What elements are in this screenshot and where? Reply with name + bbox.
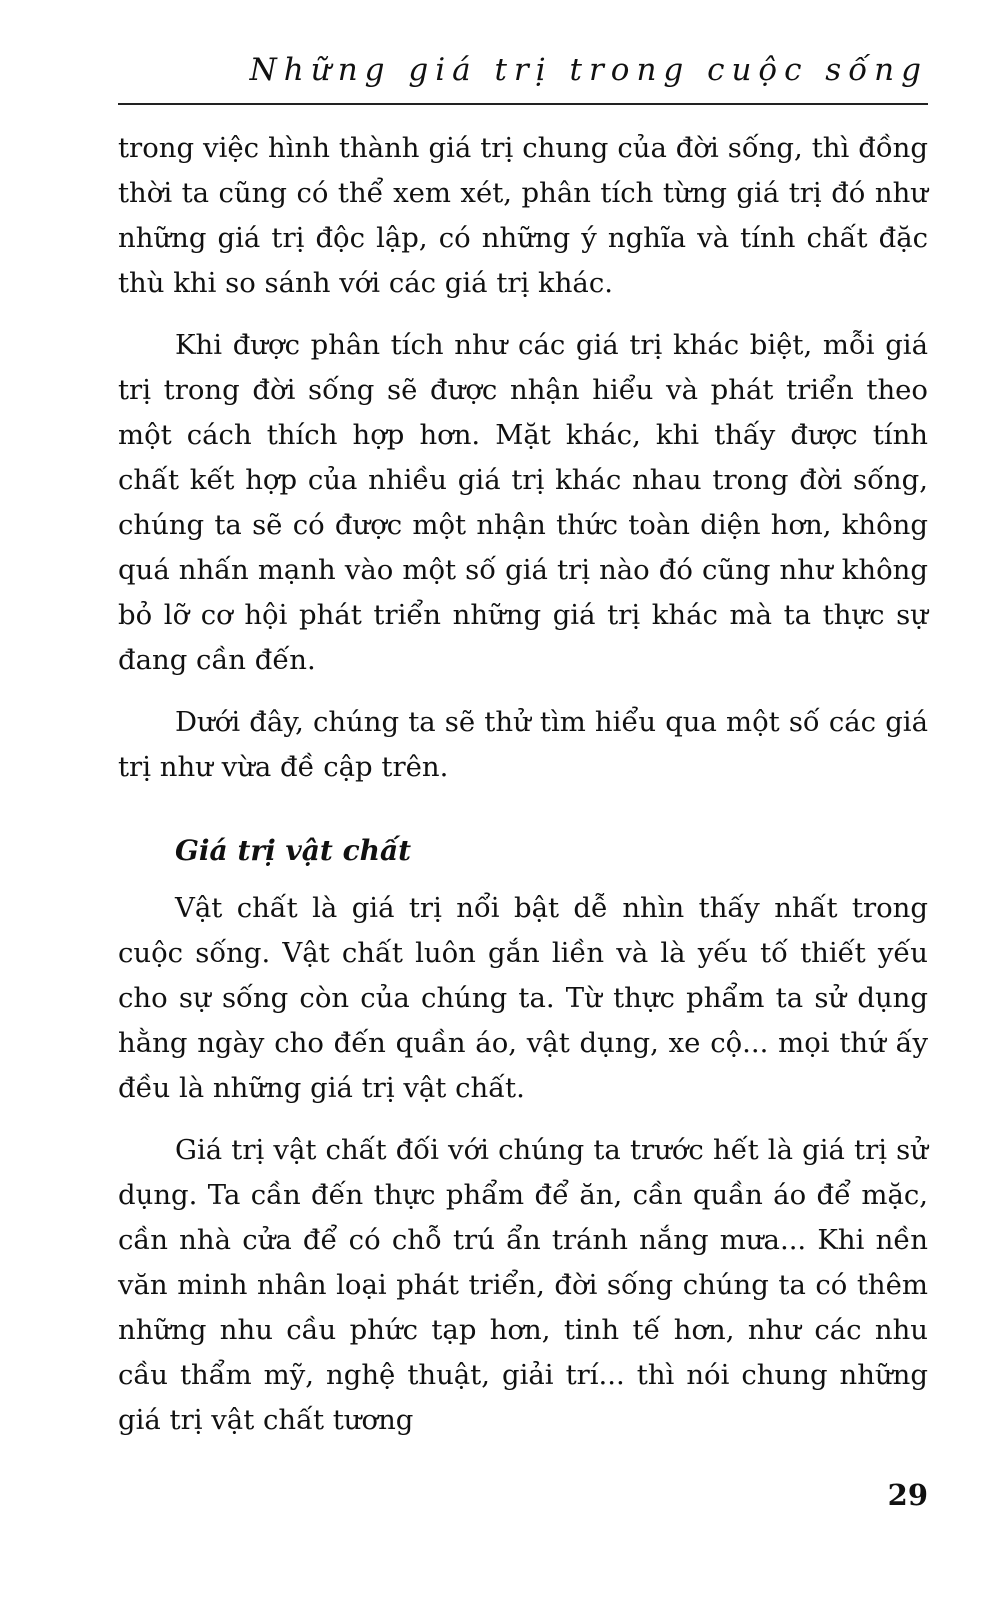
header-divider bbox=[118, 103, 928, 105]
paragraph-continuation: trong việc hình thành giá trị chung của đời sống, thì đồng thời ta cũng có thể xem xét, phân tích từng giá trị đó như những giá trị độc lập, có những ý nghĩa và tính chất đặc thù khi so sánh với các giá trị khác. bbox=[118, 132, 928, 299]
paragraph-material-definition: Vật chất là giá trị nổi bật dễ nhìn thấy nhất trong cuộc sống. Vật chất luôn gắn liền và là yếu tố thiết yếu cho sự sống còn của chúng ta. Từ thực phẩm ta sử dụng hằng ngày cho đến quần áo, vật dụng, xe cộ... mọi thứ ấy đều là những giá trị vật chất. bbox=[118, 892, 928, 1104]
running-header-title: Những giá trị trong cuộc sống bbox=[249, 52, 928, 88]
paragraph-material-use: Giá trị vật chất đối với chúng ta trước hết là giá trị sử dụng. Ta cần đến thực phẩm để ăn, cần quần áo để mặc, cần nhà cửa để có chỗ trú ẩn tránh nắng mưa... Khi nền văn minh nhân loại phát triển, đời sống chúng ta có thêm những nhu cầu phức tạp hơn, tinh tế hơn, như các nhu cầu thẩm mỹ, nghệ thuật, giải trí... thì nói chung những giá trị vật chất tương bbox=[118, 1134, 928, 1436]
paragraph-intro: Dưới đây, chúng ta sẽ thử tìm hiểu qua một số các giá trị như vừa đề cập trên. bbox=[118, 706, 928, 783]
section-heading: Giá trị vật chất bbox=[175, 834, 412, 867]
paragraph-analysis: Khi được phân tích như các giá trị khác biệt, mỗi giá trị trong đời sống sẽ được nhận hiểu và phát triển theo một cách thích hợp hơn. Mặt khác, khi thấy được tính chất kết hợp của nhiều giá trị khác nhau trong đời sống, chúng ta sẽ có được một nhận thức toàn diện hơn, không quá nhấn mạnh vào một số giá trị nào đó cũng như không bỏ lỡ cơ hội phát triển những giá trị khác mà ta thực sự đang cần đến. bbox=[118, 329, 928, 676]
body-text bbox=[118, 126, 928, 1460]
page-number: 29 bbox=[887, 1478, 928, 1512]
